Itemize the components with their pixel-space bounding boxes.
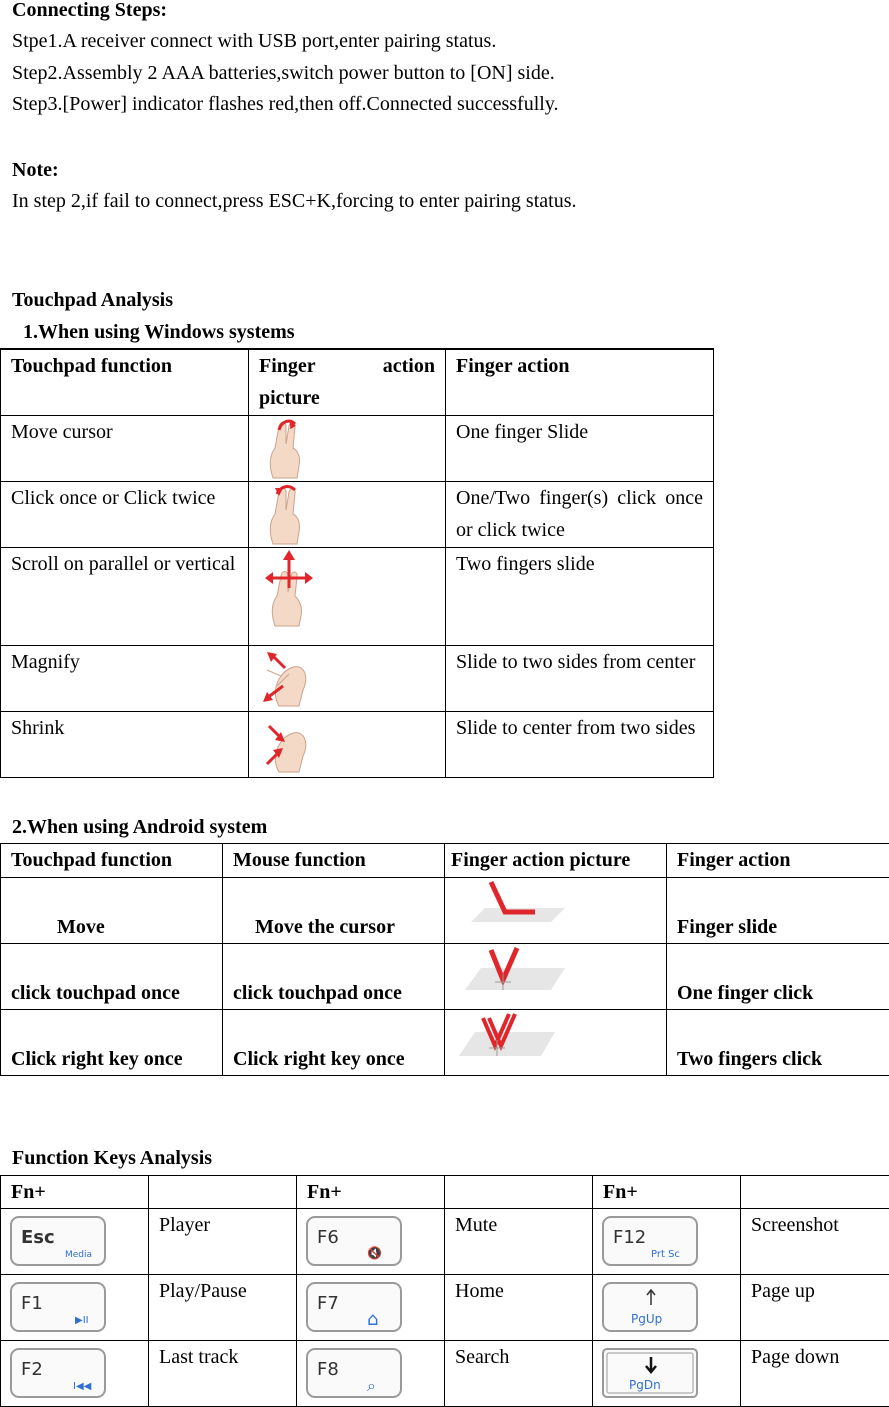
key-cell: [593, 1275, 741, 1341]
header-touchpad-function: Touchpad function: [1, 349, 249, 415]
function-cell: Shrink: [1, 711, 249, 777]
function-cell: Scroll on parallel or vertical: [1, 547, 249, 645]
label-cell: Player: [149, 1209, 297, 1275]
f6-key-icon: [305, 1213, 405, 1269]
mouse-cell: Move the cursor: [223, 878, 445, 944]
note-heading: Note:: [12, 154, 59, 186]
table-row: [1, 878, 889, 944]
touchpad-heading: Touchpad Analysis: [12, 284, 173, 316]
label-cell: Last track: [149, 1341, 297, 1407]
table-row: [1, 481, 714, 547]
picture-cell: [445, 1010, 667, 1076]
label-cell: Search: [445, 1341, 593, 1407]
key-cell: [593, 1209, 741, 1275]
key-text: F8: [317, 1359, 339, 1380]
action-cell: One finger click: [667, 944, 889, 1010]
key-cell: [297, 1341, 445, 1407]
mouse-cell: click touchpad once: [223, 944, 445, 1010]
function-cell: click touchpad once: [1, 944, 223, 1010]
table-row: [1, 645, 714, 711]
header-mouse-function: Mouse function: [223, 844, 445, 878]
function-cell: Click right key once: [1, 1010, 223, 1076]
label-cell: Page up: [741, 1275, 889, 1341]
function-cell: Move: [1, 878, 223, 944]
home-icon: ⌂: [367, 1309, 378, 1330]
action-cell: One/Two finger(s) click once or click twice: [446, 481, 714, 547]
picture-cell: [249, 481, 446, 547]
two-finger-tap-icon: [455, 1010, 575, 1060]
table-row: [1, 1341, 889, 1407]
key-text: Esc: [21, 1227, 55, 1248]
key-cell: [593, 1341, 741, 1407]
picture-cell: [249, 711, 446, 777]
function-cell: Move cursor: [1, 415, 249, 481]
key-cell: [297, 1275, 445, 1341]
picture-cell: [445, 878, 667, 944]
fn-header: Fn+: [297, 1176, 445, 1209]
previous-track-icon: I◀◀: [73, 1381, 92, 1392]
table-row: [1, 711, 714, 777]
label-cell: Home: [445, 1275, 593, 1341]
table-header-row: [1, 349, 714, 415]
table-header-row: [1, 1176, 889, 1209]
action-cell: Two fingers click: [667, 1010, 889, 1076]
esc-key-icon: [9, 1213, 109, 1269]
picture-cell: [249, 415, 446, 481]
step-2: Step2.Assembly 2 AAA batteries,switch power button to [ON] side.: [12, 57, 555, 89]
connecting-steps-heading: Connecting Steps:: [12, 0, 167, 26]
picture-cell: [249, 645, 446, 711]
label-cell: Screenshot: [741, 1209, 889, 1275]
pgup-key-icon: [601, 1279, 701, 1335]
key-subtext: Prt Sc: [651, 1249, 680, 1260]
note-text: In step 2,if fail to connect,press ESC+K,forcing to enter pairing status.: [12, 185, 576, 217]
key-text: F12: [613, 1227, 646, 1248]
function-keys-table: [0, 1175, 889, 1407]
header-finger-action-picture: Finger action picture: [445, 844, 667, 878]
function-cell: Click once or Click twice: [1, 481, 249, 547]
action-cell: One finger Slide: [446, 415, 714, 481]
action-cell: Slide to center from two sides: [446, 711, 714, 777]
table-row: [1, 1010, 889, 1076]
f2-key-icon: [9, 1345, 109, 1401]
key-text: F1: [21, 1293, 43, 1314]
key-subtext: Media: [65, 1250, 92, 1260]
function-keys-heading: Function Keys Analysis: [12, 1142, 212, 1174]
label-cell: Page down: [741, 1341, 889, 1407]
android-heading: 2.When using Android system: [12, 811, 267, 843]
table-row: [1, 415, 714, 481]
key-subtext: PgDn: [629, 1378, 661, 1392]
action-cell: Slide to two sides from center: [446, 645, 714, 711]
hand-pinch-in-icon: [259, 712, 319, 776]
table-row: [1, 944, 889, 1010]
key-cell: [1, 1341, 149, 1407]
android-touchpad-table: [0, 843, 889, 1076]
table-row: [1, 1275, 889, 1341]
action-cell: Finger slide: [667, 878, 889, 944]
function-cell: Magnify: [1, 645, 249, 711]
fn-header: Fn+: [1, 1176, 149, 1209]
hand-point-icon: [259, 416, 319, 480]
hand-scroll-icon: [259, 548, 319, 628]
header-finger-action: Finger action: [667, 844, 889, 878]
picture-cell: [249, 547, 446, 645]
f8-key-icon: [305, 1345, 405, 1401]
table-header-row: [1, 844, 889, 878]
empty-header: [445, 1176, 593, 1209]
windows-touchpad-table: [0, 348, 714, 778]
key-text: F6: [317, 1227, 339, 1248]
table-row: [1, 1209, 889, 1275]
hand-click-icon: [259, 482, 319, 546]
one-finger-tap-icon: [455, 944, 575, 994]
table-row: [1, 547, 714, 645]
mute-icon: 🔇: [367, 1246, 382, 1260]
key-cell: [297, 1209, 445, 1275]
header-touchpad-function: Touchpad function: [1, 844, 223, 878]
mouse-cell: Click right key once: [223, 1010, 445, 1076]
key-cell: [1, 1275, 149, 1341]
f12-key-icon: [601, 1213, 701, 1269]
picture-cell: [445, 944, 667, 1010]
header-finger-action: Finger action: [446, 349, 714, 415]
key-subtext: PgUp: [631, 1312, 662, 1326]
pgdn-key-icon: [601, 1345, 701, 1401]
header-finger-action-picture: Finger action picture: [249, 349, 446, 415]
windows-heading: 1.When using Windows systems: [23, 316, 295, 348]
f7-key-icon: [305, 1279, 405, 1335]
hand-pinch-out-icon: [259, 646, 319, 710]
f1-key-icon: [9, 1279, 109, 1335]
fn-header: Fn+: [593, 1176, 741, 1209]
play-pause-icon: ▶II: [75, 1315, 89, 1326]
label-cell: Mute: [445, 1209, 593, 1275]
action-cell: Two fingers slide: [446, 547, 714, 645]
key-text: F7: [317, 1293, 339, 1314]
finger-slide-icon: [455, 878, 575, 928]
key-cell: [1, 1209, 149, 1275]
label-cell: Play/Pause: [149, 1275, 297, 1341]
empty-header: [149, 1176, 297, 1209]
key-text: F2: [21, 1359, 43, 1380]
step-3: Step3.[Power] indicator flashes red,then off.Connected successfully.: [12, 88, 559, 120]
step-1: Stpe1.A receiver connect with USB port,enter pairing status.: [12, 25, 496, 57]
empty-header: [741, 1176, 889, 1209]
search-icon: ⌕: [367, 1376, 376, 1395]
